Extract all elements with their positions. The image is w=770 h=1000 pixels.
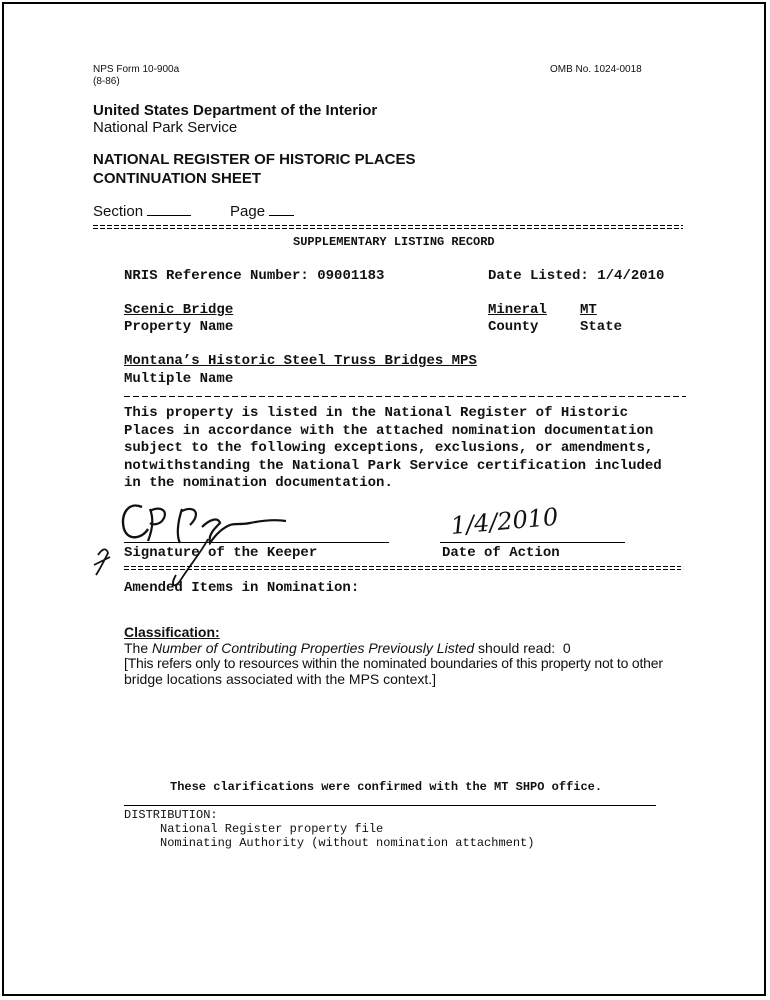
distribution-item: Nominating Authority (without nomination attachment) [160,836,535,850]
nris-label: NRIS Reference Number: [124,268,309,284]
classification-prefix: The [124,640,153,656]
listing-statement [124,405,662,493]
classification-heading: Classification: [124,624,220,640]
page-blank [269,215,294,216]
signature-label: Signature of the Keeper [124,545,318,561]
classification-note-line: [This refers only to resources within the nominated boundaries of this property not to other [124,655,663,671]
agency: National Park Service [93,119,238,136]
clarification-note: These clarifications were confirmed with the MT SHPO office. [170,780,603,794]
department: United States Department of the Interior [93,102,378,119]
section-blank [147,215,191,216]
multiple-name-label: Multiple Name [124,371,234,387]
state-label: State [580,319,623,335]
form-title: NATIONAL REGISTER OF HISTORIC PLACES [93,151,416,168]
statement-line: This property is listed in the National Register of Historic [124,405,629,421]
property-name-label: Property Name [124,319,234,335]
record-heading: SUPPLEMENTARY LISTING RECORD [293,235,495,249]
date-of-action-line [440,542,625,543]
state-value: MT [580,302,597,318]
section-field [93,203,191,220]
multiple-name: Montana’s Historic Steel Truss Bridges MPS [124,353,477,369]
date-of-action-label: Date of Action [442,545,560,561]
classification-field-name: Number of Contributing Properties Previously Listed [152,640,475,656]
double-rule-bottom [124,565,681,571]
statement-line: subject to the following exceptions, exclusions, or amendments, [124,440,654,456]
classification-statement [124,640,571,656]
statement-line: Places in accordance with the attached nomination documentation [124,422,654,439]
statement-line: notwithstanding the National Park Service certification included [124,457,662,474]
date-listed-value: 1/4/2010 [597,268,665,284]
handwritten-action-date: 1/4/2010 [449,502,560,540]
county-value: Mineral [488,302,547,318]
form-number: NPS Form 10-900a [93,64,180,75]
omb-number: OMB No. 1024-0018 [550,64,642,75]
form-subtitle: CONTINUATION SHEET [93,170,262,187]
property-name: Scenic Bridge [124,302,234,318]
amended-items-label: Amended Items in Nomination: [124,580,360,596]
dashed-rule [124,396,686,397]
page-label: Page [230,203,266,220]
distribution-rule [124,805,656,806]
section-label: Section [93,203,144,220]
form-date: (8-86) [93,76,120,87]
double-rule-top [93,224,683,230]
nris-value: 09001183 [317,268,385,284]
distribution-item: National Register property file [160,822,384,836]
page-field [230,203,294,220]
statement-line: in the nomination documentation. [124,475,393,491]
nris-row [124,268,384,284]
distribution-label: DISTRIBUTION: [124,808,218,822]
county-label: County [488,319,539,335]
date-listed-label: Date Listed: [488,268,589,284]
date-listed-row [488,268,664,284]
classification-note-line: bridge locations associated with the MPS context.] [124,671,437,687]
classification-suffix: should read: 0 [474,640,571,656]
